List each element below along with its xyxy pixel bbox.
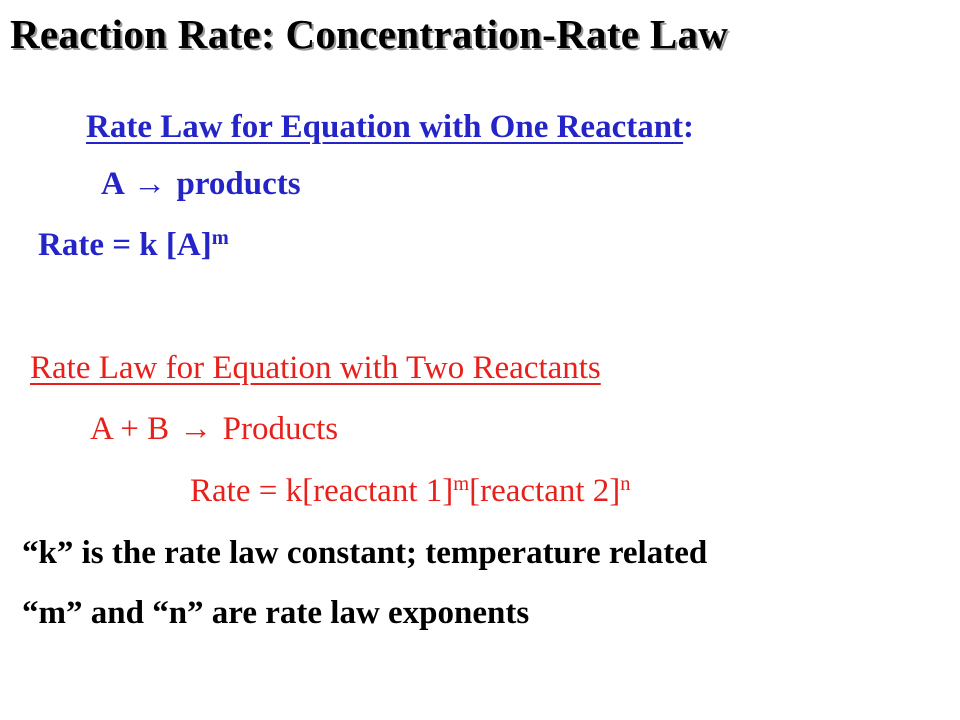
rate-exponent-m: m bbox=[211, 226, 229, 249]
one-reactant-heading: Rate Law for Equation with One Reactant bbox=[86, 109, 684, 145]
one-reactant-heading-line bbox=[86, 111, 694, 144]
rate-expression-part2: [reactant 2] bbox=[469, 473, 621, 509]
one-reactant-rate-law bbox=[38, 226, 229, 263]
rate-expression-part1: Rate = k[reactant 1] bbox=[190, 473, 454, 509]
slide-title: Reaction Rate: Concentration-Rate Law bbox=[10, 11, 729, 57]
note-exponents: “m” and “n” are rate law exponents bbox=[22, 595, 530, 631]
products-label: products bbox=[176, 166, 301, 202]
two-reactants-heading: Rate Law for Equation with Two Reactants bbox=[30, 350, 601, 386]
two-reactants-heading-line bbox=[30, 352, 601, 385]
two-reactants-rate-law bbox=[190, 472, 631, 509]
one-reactant-heading-colon: : bbox=[683, 109, 695, 145]
rate-exponent-n: n bbox=[620, 472, 631, 495]
rate-expression: Rate = k [A] bbox=[38, 227, 212, 263]
two-reactants-equation bbox=[90, 413, 338, 446]
right-arrow-icon: → bbox=[133, 166, 167, 202]
note-k-constant: “k” is the rate law constant; temperature related bbox=[22, 535, 708, 571]
right-arrow-icon: → bbox=[179, 411, 213, 447]
products-label: Products bbox=[222, 411, 339, 447]
reactant-a: A bbox=[101, 166, 124, 202]
rate-exponent-m: m bbox=[453, 472, 470, 495]
reactants-a-b: A + B bbox=[90, 411, 170, 447]
one-reactant-equation bbox=[101, 168, 301, 201]
